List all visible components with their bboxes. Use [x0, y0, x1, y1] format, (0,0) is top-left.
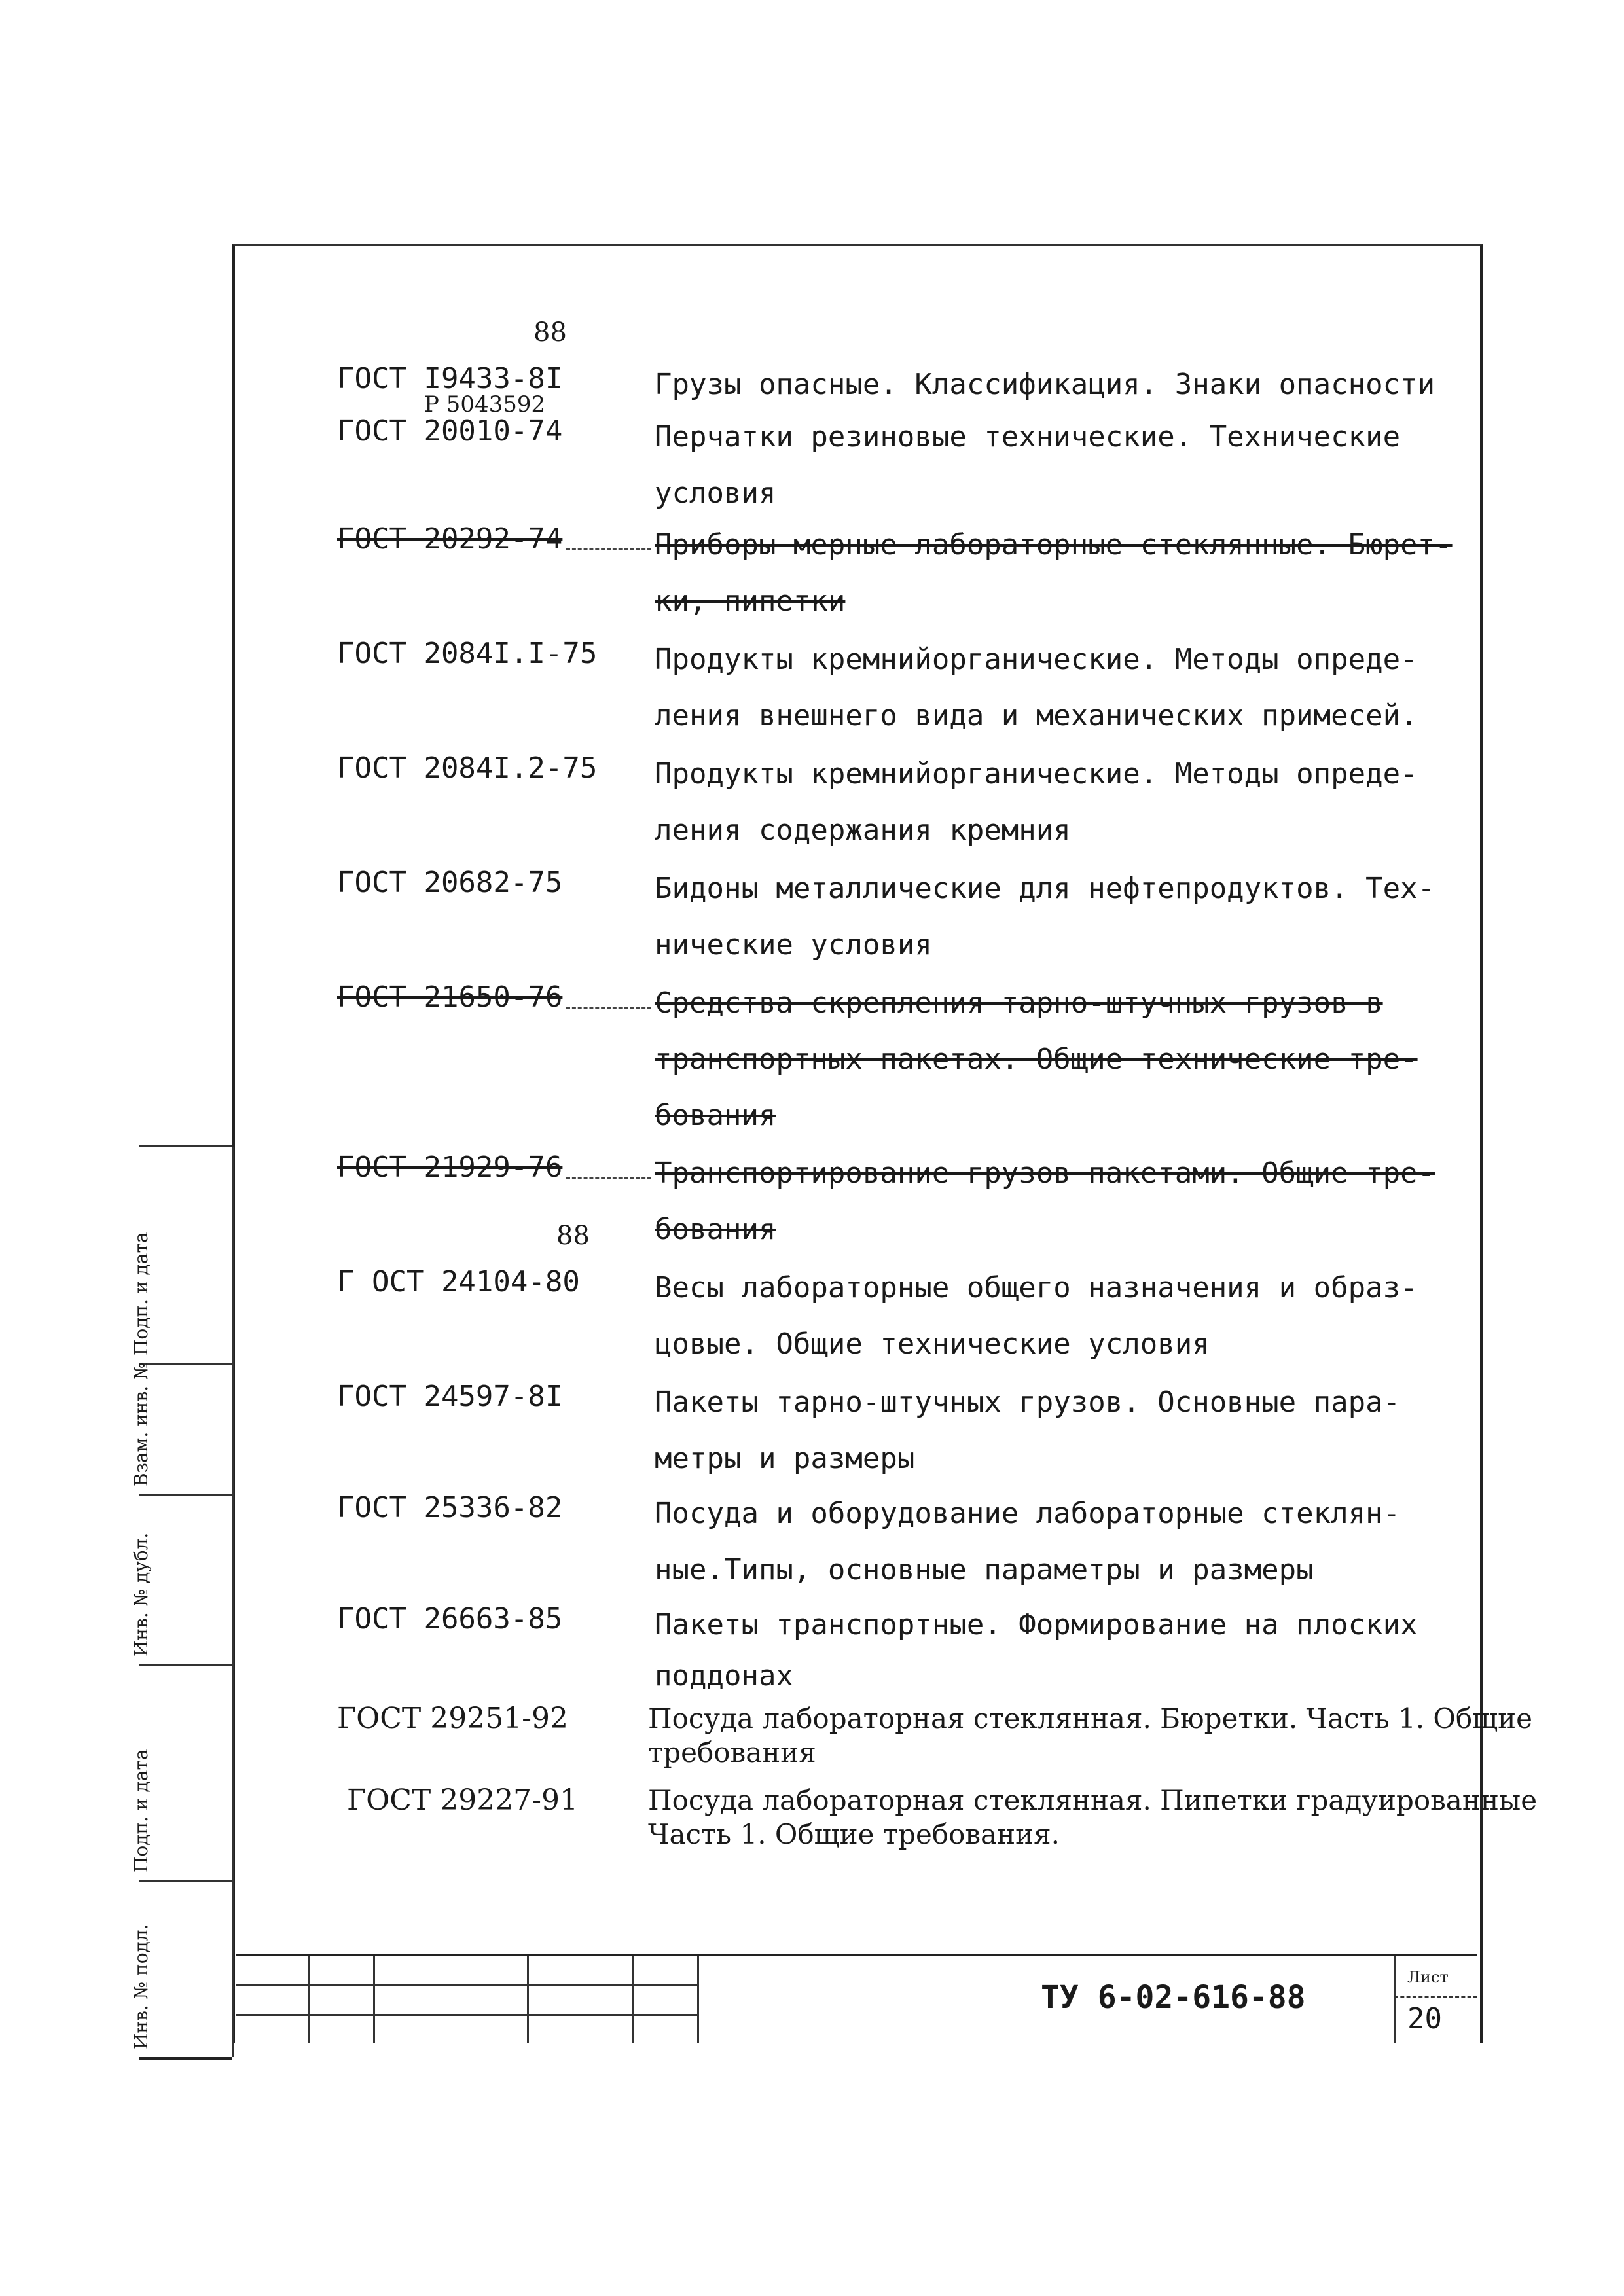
title-line: Продукты кремнийорганические. Методы опреде-	[655, 757, 1418, 791]
title-line: поддонах	[655, 1659, 793, 1693]
title-block	[236, 1954, 1477, 2043]
title-line: метры и размеры	[655, 1442, 915, 1475]
title-line: Средства скрепления тарно-штучных грузов в	[655, 986, 1383, 1020]
title-line: Продукты кремнийорганические. Методы опреде-	[655, 643, 1418, 676]
stamp-label: Инв. № подл.	[130, 1924, 152, 2049]
standard-code: ГОСТ 20010-74	[337, 414, 563, 448]
standard-code: ГОСТ 20682-75	[337, 866, 563, 899]
standard-title	[655, 517, 1473, 630]
stamp-cell-sign-date	[130, 1147, 232, 1365]
title-block-divider	[632, 1956, 634, 2043]
standard-code: ГОСТ I9433-8I	[337, 362, 563, 395]
standard-title	[655, 1597, 1473, 1699]
stamp-label: Подп. и дата	[130, 1232, 152, 1355]
margin-stamp	[130, 1145, 232, 2060]
title-line: ления внешнего вида и механических примесей.	[655, 699, 1418, 732]
standard-title	[648, 1784, 1538, 1852]
title-block-divider	[1394, 1956, 1396, 2043]
sheet-label: Лист	[1407, 1968, 1449, 1986]
title-line: Пакеты тарно-штучных грузов. Основные пара-	[655, 1386, 1401, 1419]
title-block-divider	[527, 1956, 529, 2043]
standard-title	[655, 1374, 1473, 1487]
title-line: Весы лабораторные общего назначения и образ-	[655, 1271, 1418, 1304]
standard-title	[655, 975, 1473, 1144]
title-block-divider	[373, 1956, 375, 2043]
title-line: Посуда лабораторная стеклянная. Пипетки градуированные	[648, 1784, 1538, 1816]
title-line: ления содержания кремния	[655, 814, 1071, 847]
standard-title	[655, 357, 1473, 413]
standard-code: ГОСТ 21929-76	[337, 1151, 563, 1184]
standard-code: ГОСТ 2084I.I-75	[337, 637, 598, 670]
dashed-leader	[566, 1007, 651, 1009]
handwritten-note: Р 5043592	[424, 391, 546, 418]
dashed-leader	[566, 1177, 651, 1179]
title-line: условия	[655, 476, 776, 510]
standard-title	[655, 409, 1473, 522]
title-line: Посуда лабораторная стеклянная. Бюретки. Часть 1. Общие	[648, 1702, 1533, 1734]
handwritten-note: 88	[556, 1221, 590, 1251]
title-block-rule	[236, 2014, 697, 2016]
title-line: ки, пипетки	[655, 584, 846, 618]
title-line: транспортных пакетах. Общие технические тре-	[655, 1043, 1418, 1076]
title-block-divider	[697, 1956, 699, 2043]
standard-title	[648, 1702, 1533, 1770]
title-line: Приборы мерные лабораторные стеклянные. Бюрет-	[655, 528, 1453, 562]
standard-title	[655, 632, 1473, 744]
stamp-label: Взам. инв. №	[130, 1362, 152, 1486]
stamp-label: Инв. № дубл.	[130, 1532, 152, 1657]
title-line: Транспортирование грузов пакетами. Общие тре-	[655, 1157, 1435, 1190]
dashed-leader	[566, 548, 651, 550]
standard-title	[655, 746, 1473, 859]
title-line: Посуда и оборудование лабораторные стеклян-	[655, 1497, 1401, 1530]
stamp-cell-dup-inv	[130, 1494, 232, 1666]
standard-code: ГОСТ 21650-76	[337, 980, 563, 1014]
title-line: нические условия	[655, 928, 932, 961]
standard-title	[655, 1260, 1473, 1372]
standard-code: ГОСТ 24597-8I	[337, 1380, 563, 1413]
title-block-rule	[236, 1984, 697, 1986]
title-line: Бидоны металлические для нефтепродуктов. Тех-	[655, 872, 1435, 905]
standard-code: ГОСТ 2084I.2-75	[337, 751, 598, 785]
standard-title	[655, 861, 1473, 973]
title-line: бования	[655, 1213, 776, 1246]
sheet-number: 20	[1407, 2002, 1442, 2036]
title-line: Пакеты транспортные. Формирование на плоских	[655, 1608, 1418, 1641]
stamp-cell-sign-date-2	[130, 1664, 232, 1882]
title-line: Перчатки резиновые технические. Технические	[655, 420, 1401, 454]
standard-title	[655, 1145, 1473, 1258]
standard-code: ГОСТ 26663-85	[337, 1602, 563, 1636]
document-code: ТУ 6-02-616-88	[1041, 1979, 1306, 2016]
title-line: ные.Типы, основные параметры и размеры	[655, 1553, 1314, 1587]
stamp-cell-orig-inv	[130, 1880, 232, 2057]
title-line: Часть 1. Общие требования.	[648, 1818, 1060, 1850]
handwritten-note: 88	[533, 317, 567, 348]
standard-title	[655, 1486, 1473, 1598]
stamp-cell-replace-inv	[130, 1362, 232, 1496]
standard-code: ГОСТ 29251-92	[337, 1702, 569, 1735]
title-line: цовые. Общие технические условия	[655, 1327, 1210, 1361]
title-block-rule	[1394, 1996, 1477, 1998]
standard-code: ГОСТ 25336-82	[337, 1491, 563, 1524]
title-line: Грузы опасные. Классификация. Знаки опасности	[655, 368, 1435, 401]
title-line: бования	[655, 1099, 776, 1132]
standard-code: ГОСТ 29227-91	[347, 1784, 579, 1817]
standard-code: ГОСТ 20292-74	[337, 522, 563, 556]
standard-code: Г ОСТ 24104-80	[337, 1265, 580, 1299]
title-line: требования	[648, 1736, 816, 1768]
title-block-divider	[308, 1956, 310, 2043]
stamp-label: Подп. и дата	[130, 1749, 152, 1873]
